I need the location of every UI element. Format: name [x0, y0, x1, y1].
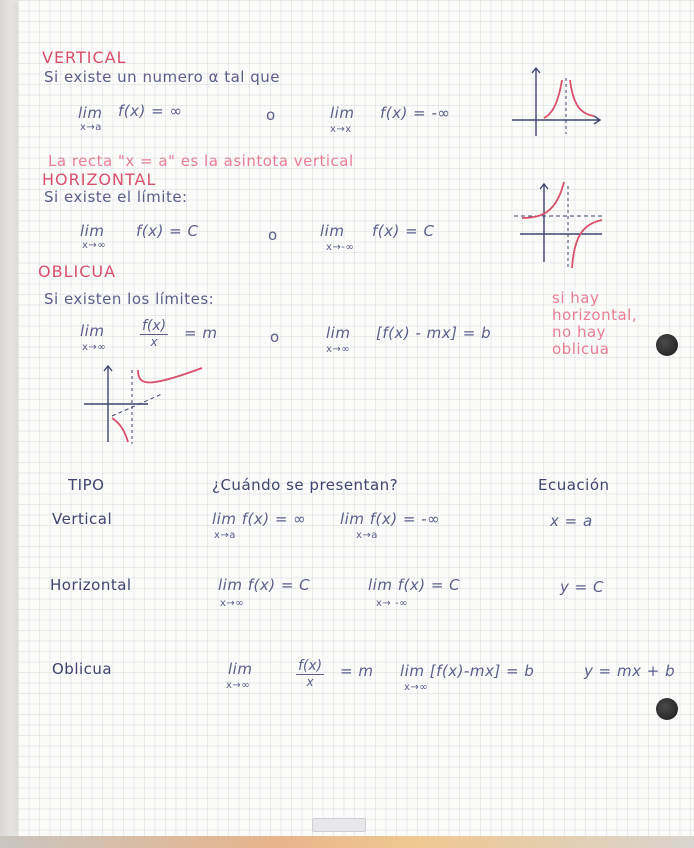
horizontal-lim-left: lim — [80, 222, 105, 240]
horizontal-asymptote-graph — [510, 178, 606, 272]
oblicua-fraction — [140, 318, 168, 349]
table-row-3-eq-m: = m — [340, 662, 374, 680]
horizontal-lim-left-under: x→∞ — [82, 240, 107, 251]
table-row-2-cond-b-under: x→ -∞ — [376, 598, 408, 609]
vertical-asymptote-graph — [508, 64, 604, 140]
table-row-2-equation: y = C — [560, 578, 604, 596]
table-row-3-type: Oblicua — [52, 660, 113, 678]
horizontal-lim-right-under: x→-∞ — [326, 242, 355, 253]
binder-hole-top — [656, 334, 678, 356]
table-row-2-type: Horizontal — [50, 576, 132, 594]
vertical-lim-left-under: x→a — [80, 122, 102, 133]
scanner-watermark-badge — [312, 818, 366, 832]
table-row-3-fraction — [296, 658, 324, 689]
table-row-1-cond-b-under: x→a — [356, 530, 378, 541]
vertical-expr-left: f(x) = ∞ — [118, 102, 183, 120]
oblicua-expr-right: [f(x) - mx] = b — [376, 324, 492, 342]
table-row-1-cond-a: lim f(x) = ∞ — [212, 510, 307, 528]
oblicua-fraction-numerator: f(x) — [142, 318, 167, 334]
horizontal-or: o — [268, 226, 278, 244]
table-row-3-cond-b: lim [f(x)-mx] = b — [400, 662, 535, 680]
table-row-2-cond-a: lim f(x) = C — [218, 576, 311, 594]
vertical-lim-right: lim — [330, 104, 355, 122]
oblicua-or: o — [270, 328, 280, 346]
vertical-expr-right: f(x) = -∞ — [380, 104, 451, 122]
table-row-2-cond-a-under: x→∞ — [220, 598, 245, 609]
horizontal-title: HORIZONTAL — [42, 170, 157, 189]
oblicua-fraction-denominator: x — [150, 335, 158, 349]
vertical-or: o — [266, 106, 276, 124]
side-note-line-1: si hay — [552, 289, 600, 307]
table-row-3-fraction-numerator: f(x) — [298, 658, 323, 674]
table-row-3-cond-a-under: x→∞ — [226, 680, 251, 691]
vertical-lim-right-under: x→x — [330, 124, 352, 135]
oblicua-intro: Si existen los límites: — [44, 290, 215, 308]
oblicua-lim-right-under: x→∞ — [326, 344, 351, 355]
table-row-3-cond-b-under: x→∞ — [404, 682, 429, 693]
binder-hole-bottom — [656, 698, 678, 720]
table-row-2-cond-b: lim f(x) = C — [368, 576, 461, 594]
oblicua-eq-m: = m — [184, 324, 218, 342]
side-note-line-2: horizontal, — [552, 306, 638, 324]
horizontal-lim-right: lim — [320, 222, 345, 240]
table-header-ecuacion: Ecuación — [538, 476, 610, 494]
table-row-3-equation: y = mx + b — [584, 662, 676, 680]
side-note-line-4: oblicua — [552, 340, 610, 358]
oblicua-side-note — [552, 290, 637, 358]
table-row-1-cond-b: lim f(x) = -∞ — [340, 510, 441, 528]
vertical-conclusion: La recta "x = a" es la asintota vertical — [48, 152, 354, 170]
table-row-1-cond-a-under: x→a — [214, 530, 236, 541]
horizontal-intro: Si existe el límite: — [44, 188, 188, 206]
table-row-3-cond-a: lim — [228, 660, 253, 678]
oblicua-lim-right: lim — [326, 324, 351, 342]
table-row-1-equation: x = a — [550, 512, 593, 530]
vertical-title: VERTICAL — [42, 48, 127, 67]
horizontal-expr-right: f(x) = C — [372, 222, 435, 240]
vertical-lim-left: lim — [78, 104, 103, 122]
table-header-cuando: ¿Cuándo se presentan? — [212, 476, 399, 494]
horizontal-expr-left: f(x) = C — [136, 222, 199, 240]
table-header-tipo: TIPO — [68, 476, 105, 494]
oblicua-title: OBLICUA — [38, 262, 117, 281]
table-row-1-type: Vertical — [52, 510, 113, 528]
oblique-asymptote-graph — [82, 360, 206, 446]
vertical-intro: Si existe un numero α tal que — [44, 68, 280, 86]
page-bottom-edge — [0, 836, 694, 848]
side-note-line-3: no hay — [552, 323, 607, 341]
oblicua-lim-left-under: x→∞ — [82, 342, 107, 353]
table-row-3-fraction-denominator: x — [306, 675, 314, 689]
oblicua-lim-left: lim — [80, 322, 105, 340]
